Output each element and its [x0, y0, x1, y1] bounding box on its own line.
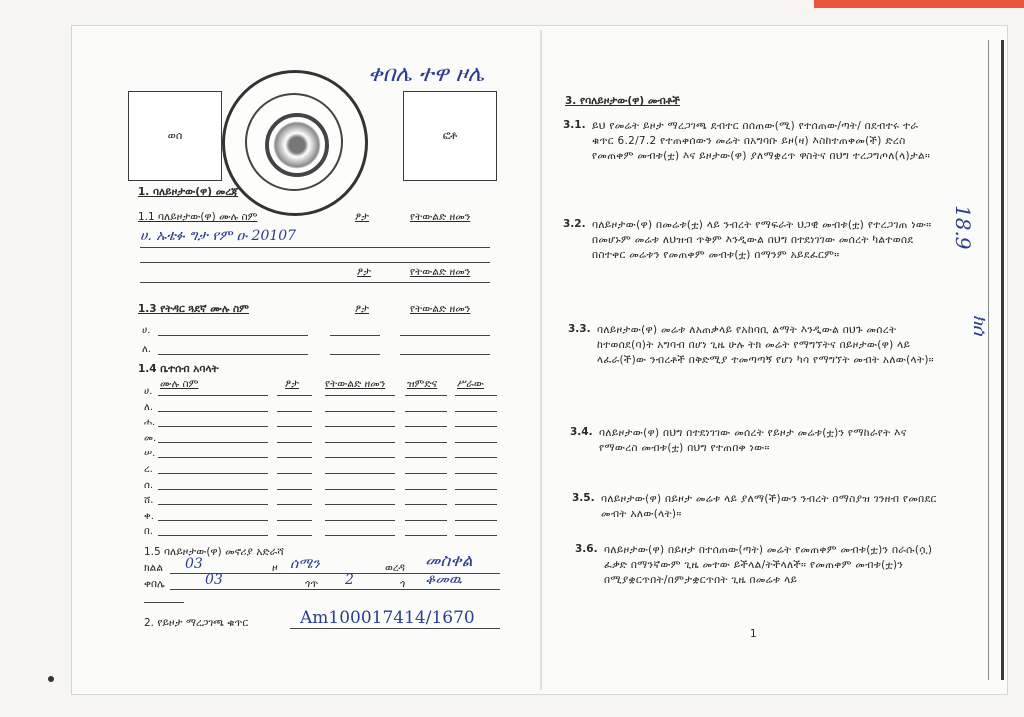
family-row-blank	[405, 395, 447, 396]
para-3-5-number: 3.5.	[572, 492, 595, 504]
family-row-blank	[325, 411, 395, 412]
family-row-blank	[325, 473, 395, 474]
para-3-6-text: ባለይዞታው(ዋ) በይዞታ በተሰጠው(ጣት) መሬት የመጠቀም መብቱ(ቷ)ን በራሱ(ሷ) ፈቃድ በማንኛውም ጊዜ መተው ይችላል/ትችላለች። የመጠቀም መብቱ(ቷ)ን በሚያቋርጥበት/በምታቋርጥበት ጊዜ በመሬቱ ላይ	[604, 544, 933, 586]
family-row-label: ሰ.	[144, 479, 154, 491]
family-row-blank	[455, 395, 497, 396]
s1-3-row: ሀ.	[142, 325, 151, 336]
family-row-blank	[455, 489, 497, 490]
family-row-blank	[325, 520, 395, 521]
official-stamp-seal	[222, 70, 368, 216]
family-row-blank	[158, 473, 268, 474]
s1-3-label: 1.3 የትዳር ጓደኛ ሙሉ ስም	[138, 303, 249, 315]
family-row-blank	[405, 442, 447, 443]
s1-4-header-name: ሙሉ ስም	[160, 378, 199, 390]
family-row-blank	[325, 457, 395, 458]
para-3-4-number: 3.4.	[570, 426, 593, 438]
para-3-3-number: 3.3.	[568, 323, 591, 335]
family-row-blank	[455, 457, 497, 458]
family-row-blank	[277, 520, 312, 521]
family-row-blank	[277, 395, 312, 396]
family-row-label: ለ.	[144, 401, 154, 413]
s1-4-label: 1.4 ቤተሰብ አባላት	[138, 363, 219, 375]
background-strip	[814, 0, 1024, 8]
family-row-blank	[158, 535, 268, 536]
family-row-label: በ.	[144, 526, 153, 538]
page-edge	[988, 40, 1004, 680]
family-row-blank	[455, 426, 497, 427]
family-row-blank	[325, 504, 395, 505]
s1-5-woreda-label: ወረዳ	[385, 562, 405, 574]
family-row-blank	[405, 520, 447, 521]
family-row-blank	[158, 395, 268, 396]
s1-3-col-birth: የትውልድ ዘመን	[410, 303, 471, 315]
family-row-blank	[325, 535, 395, 536]
para-3-5-text: ባለይዞታው(ዋ) በይዞታ መሬቱ ላይ ያለማ(ች)ውን ንብረት በማስያዝ ገንዘብ የመበደር መብት አለው(ላት)።	[601, 493, 937, 520]
s1-2-col-gender: ፆታ	[357, 266, 372, 278]
s1-5-label: 1.5 ባለይዞታው(ዋ) መኖሪያ አድራሻ	[144, 546, 284, 558]
para-3-1-number: 3.1.	[563, 119, 586, 131]
s1-1-handwritten-value: ሀ. ኡቴፉ ግታ የም ዑ 20107	[140, 228, 297, 244]
photo-box-left	[128, 91, 222, 181]
s1-5-region-value: 03	[185, 556, 203, 572]
s1-2-col-birth: የትውልድ ዘመን	[410, 266, 471, 278]
para-3-2-number: 3.2.	[563, 218, 586, 230]
family-row-blank	[405, 535, 447, 536]
photo-box-left-label: ወሰ	[167, 129, 183, 142]
family-row-blank	[405, 457, 447, 458]
margin-handwriting-top: 18.9	[951, 205, 975, 250]
family-row-blank	[277, 535, 312, 536]
family-row-blank	[277, 504, 312, 505]
family-row-blank	[455, 411, 497, 412]
family-row-blank	[325, 489, 395, 490]
s1-4-header-gender: ፆታ	[285, 378, 300, 390]
family-row-blank	[277, 442, 312, 443]
page-spine	[540, 30, 542, 690]
para-3-2-text: ባለይዞታው(ዋ) በመሬቱ(ቷ) ላይ ንብረት የማፍራት ህጋዊ መብቱ(ቷ) የተረጋገጠ ነው። በመሆኑም መሬቱ ለህዝብ ጥቅም እንዲውል በህግ በተደነገገው መሰረት ካልተወሰደ በስተቀር መሬቱን የመጠቀም መብቱ(ቷ) በማንም አይደፈርም።	[592, 219, 932, 261]
family-row-blank	[325, 442, 395, 443]
family-row-blank	[455, 473, 497, 474]
family-row-blank	[405, 504, 447, 505]
page-mark: 1	[750, 628, 757, 640]
scan-speck	[48, 676, 54, 682]
family-row-label: መ.	[144, 432, 157, 444]
para-3-4-text: ባለይዞታው(ዋ) በህግ በተደነገገው መሰረት የይዞታ መሬቱ(ቷ)ን የማከራየት እና የማውረስ መብቱ(ቷ) በህግ የተጠበቀ ነው።	[599, 427, 907, 454]
s1-1-col-gender: ፆታ	[355, 211, 370, 223]
photo-box-right	[403, 91, 497, 181]
section3-title: 3. የባለይዞታው(ዋ) መብቶች	[565, 95, 680, 107]
s1-5-kebele-value: 03	[205, 572, 223, 588]
family-row-blank	[325, 426, 395, 427]
family-row-blank	[277, 457, 312, 458]
s1-4-header-birth: የትውልድ ዘመን	[325, 378, 386, 390]
para-3-1-text: ይህ የመሬት ይዞታ ማረጋገጫ ደብተር በሰጠው(ሚ) የተሰጠው/ጣት/ በደብተሩ ተራ ቁጥር 6.2/7.2 የተጠቀሰውን መሬት በአግባቡ ይዞ(ዛ) እስከተጠቀመ(ች) ድረስ የመጠቀም መብቱ(ቷ) እና ይዞታው(ዋ) ያለማቋረጥ ዋስትና በህግ ተረጋግጦለ(ላ)ታል።	[592, 120, 931, 162]
s1-4-header-occupation: ሥራው	[457, 378, 484, 390]
para-3-3-text: ባለይዞታው(ዋ) መሬቱ ለአጠቃላይ የአከባቢ ልማት እንዲውል በህጉ መሰረት ከተወሰደ(ባ)ት አግባብ በሆነ ጊዜ ሁሉ ትክ መሬት የማግኘትና በይዞታው(ዋ) ላይ ላፈራ(ች)ው ንብረቶች በቅድሚያ ተመጣጣኝ የሆነ ካሳ የማግኘት መብት አለው(ላት)።	[597, 324, 934, 366]
family-row-label: ሠ.	[144, 448, 156, 460]
s1-5-house-value: ቆመዉ	[425, 570, 462, 588]
s2-certificate-number: Am100017414/1670	[300, 608, 475, 628]
family-row-blank	[158, 489, 268, 490]
margin-handwriting-mid: ክሰ	[969, 315, 990, 336]
para-3-6-number: 3.6.	[575, 543, 598, 555]
s1-3-row: ለ.	[142, 344, 152, 355]
family-row-blank	[277, 473, 312, 474]
section1-title: 1. ባለይዞታው(ዋ) መረጃ	[138, 186, 238, 198]
s1-5-got-value: 2	[345, 572, 354, 588]
family-row-blank	[455, 535, 497, 536]
s1-5-zone-label: ዞ	[272, 562, 278, 574]
family-row-blank	[455, 504, 497, 505]
family-row-label: ረ.	[144, 464, 153, 475]
family-row-blank	[158, 426, 268, 427]
family-row-blank	[405, 411, 447, 412]
family-row-label: ሸ.	[144, 495, 154, 507]
s1-3-col-gender: ፆታ	[355, 303, 370, 315]
family-row-blank	[405, 473, 447, 474]
s1-5-house-label: ጎ	[400, 578, 406, 590]
family-row-blank	[325, 395, 395, 396]
s1-1-label: 1.1 ባለይዞታው(ዋ) ሙሉ ስም	[138, 211, 258, 223]
s1-4-header-relation: ዝምድና	[407, 378, 438, 390]
s1-5-region-label: ክልል	[144, 562, 163, 574]
s2-label: 2. የይዞታ ማረጋገጫ ቁጥር	[144, 617, 249, 629]
family-row-blank	[405, 489, 447, 490]
photo-box-right-label: ፎቶ	[442, 129, 458, 142]
s1-5-got-label: ጎጥ	[305, 578, 319, 590]
family-row-blank	[455, 442, 497, 443]
family-row-blank	[158, 457, 268, 458]
s1-5-zone-value: ሰሜን	[290, 556, 320, 572]
family-row-label: ቀ.	[144, 510, 154, 522]
family-row-blank	[158, 442, 268, 443]
top-handwriting: ቀበሌ ተዋ ዞሌ	[368, 62, 484, 87]
family-row-blank	[158, 504, 268, 505]
family-row-blank	[158, 411, 268, 412]
family-row-blank	[455, 520, 497, 521]
family-row-blank	[277, 489, 312, 490]
s1-1-col-birth: የትውልድ ዘመን	[410, 211, 471, 223]
s1-5-woreda-value: መስቀል	[425, 551, 473, 571]
family-row-label: ሀ.	[144, 386, 153, 397]
family-row-blank	[158, 520, 268, 521]
s1-5-kebele-label: ቀበሌ	[144, 578, 165, 590]
family-row-blank	[405, 426, 447, 427]
family-row-label: ሐ.	[144, 417, 156, 429]
family-row-blank	[277, 411, 312, 412]
family-row-blank	[277, 426, 312, 427]
